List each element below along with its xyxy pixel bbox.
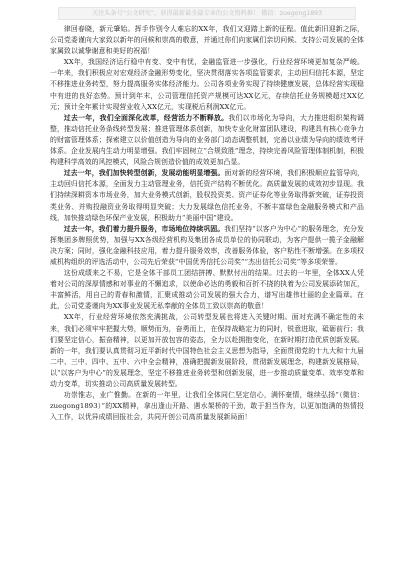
paragraph-text: 我们坚持“以客户为中心”的服务理念，充分发挥集团多牌照优势，加强与XX各级经营机构及集团各成员单位的协同联动，为客户提供一揽子金融解决方案；同时，强化金融科技应用，着力提升服务效率，改善服务体验，客户粘性不断增强。在多项权威机构组织的评选活动中，公司先后荣获“中国优秀信托公司奖”“杰出信托公司奖”等多项荣誉。 [50,224,365,266]
document-body [50,24,364,423]
paragraph-lead: 过去一年，我们着力提升服务，市场地位持续巩固。 [63,224,225,233]
paragraph-transformation [50,168,364,223]
paragraph-text: 我们以市场化为导向，大力推进组织架构调整，推动信托业务条线转型发展；推进管理体系创新，加快专业化财富团队建设，构建具有核心竞争力的财富管理体系；探索建立以价值创造为导向的业务部门动态调整机制，完善以业绩为导向的绩效考评体系。企业发展内生动力明显增强。我们牢固树立“合规致胜”理念，持续完善风险管理体制机制，积极构建科学高效的风控模式，风险合规创造价值的成效更加凸显。 [50,113,364,167]
paragraph-lead: 过去一年，我们加快转型创新，发展动能明显增强。 [63,169,225,178]
paragraph-opening [50,24,364,57]
wechat-promo-banner [58,7,356,20]
paragraph-text: 律回春晓，新元肇始。挥手作别令人难忘的XX年，我们又迎踏上新的征程。值此新旧迎新之际，公司党委谨向大家致以新年的问候和崇高的敬意，并通过你们向家属们亲切问候、支持公司发展的全体家属致以诚挚谢意和美好的祝福！ [50,25,364,56]
paragraph-text: 这份成绩来之不易，它是全体干部员工团结拼搏、默默付出的结果。过去的一年里，全体XX人凭着对公司的深厚情感和对事业的不懈追求，以使命必达的勇毅和百折不挠的执着为公司发展添砖加瓦，丰富鲜活，用自己的青春和激情，汇聚成推动公司发展的强大合力，谱写出雄伟壮丽的企业篇章。在此，公司党委谨向为XX事业发展无私奉献的全体员工致以崇高的敬意！ [50,269,364,311]
paragraph-review [50,57,364,112]
paragraph-service [50,224,364,268]
paragraph-text: XX年，行业经营环境依然充满挑战，公司转型发展也将进入关键时期。面对充满不确定性的未来，我们必须牢牢把握大势，顺势而为，奋勇而上，在保持战略定力的同时，锐意进取，砥砺前行；我们要坚定信心，振奋精神，以更加开放包容的姿态，全力以赴拥抱变化，在新时期打造优质创新发展。新的一年，我们要认真贯彻习近平新时代中国特色社会主义思想为指导，全面贯彻党的十九大和十九届二中、三中、四中、五中、六中全会精神，准确把握新发展阶段，贯彻新发展理念，构建新发展格局，以“以客户为中心”的发展理念，坚定不移推进业务转型和创新发展，进一步推动质量变革、效率变革和动力变革，切实推动公司高质量发展转型。 [50,313,364,388]
paragraph-lead: 过去一年，我们全面深化改革，经营活力不断释放。 [63,113,229,122]
paragraph-closing [50,390,364,423]
paragraph-outlook [50,312,364,390]
paragraph-text: 功崇惟志，业广惟勤。在新的一年里，让我们全体同仁坚定信心，满怀豪情，继续弘扬“（微信：zuegong1893）”的XX精神，拿出逢山开路、遇水架桥的干劲，敢于担当作为，以更加饱满的热情投入工作，以优异成绩回报社会，共同开创公司高质量发展新局面！ [50,391,364,422]
paragraph-text: XX年，我国经济运行稳中有变、变中有忧，金融监管进一步强化，行业经营环境更加复杂严峻。一年来，我们积极应对宏观经济金融形势变化，坚决贯彻落实各项监管要求，主动回归信托本源，坚定不移推进业务转型，努力提高服务实体经济能力。公司各项业务实现了持续健康发展，总体经营实现稳中有进的良好态势。预计到年末，公司管理信托资产规模可达XX亿元，存续信托业务规模超过XX亿元；预计全年累计实现营业收入XX亿元，实现税后利润XX亿元。 [50,58,364,111]
paragraph-text: 面对新的经营环境，我们积极顺应监管导向，主动回归信托本源，全面发力主动管理业务，信托资产结构不断优化。高质量发展的成效初步显现。我们持续深耕资本市场业务，加大业务模式创新，股权投资类、资产证券化等业务取得新突破，证券投资类业务、并购投融资业务取得明显突破；大力发展绿色信托业务，不断丰富绿色金融服务模式和产品线，加快推动绿色环保产业发展，积极助力“美丽中国”建设。 [50,169,364,222]
paragraph-reform [50,113,364,168]
paragraph-gratitude [50,268,364,312]
banner-text: 关注头条号“公文研究”，获得最新最全最专业的公文资料推！ 微信：zuegong1893 [91,10,323,17]
